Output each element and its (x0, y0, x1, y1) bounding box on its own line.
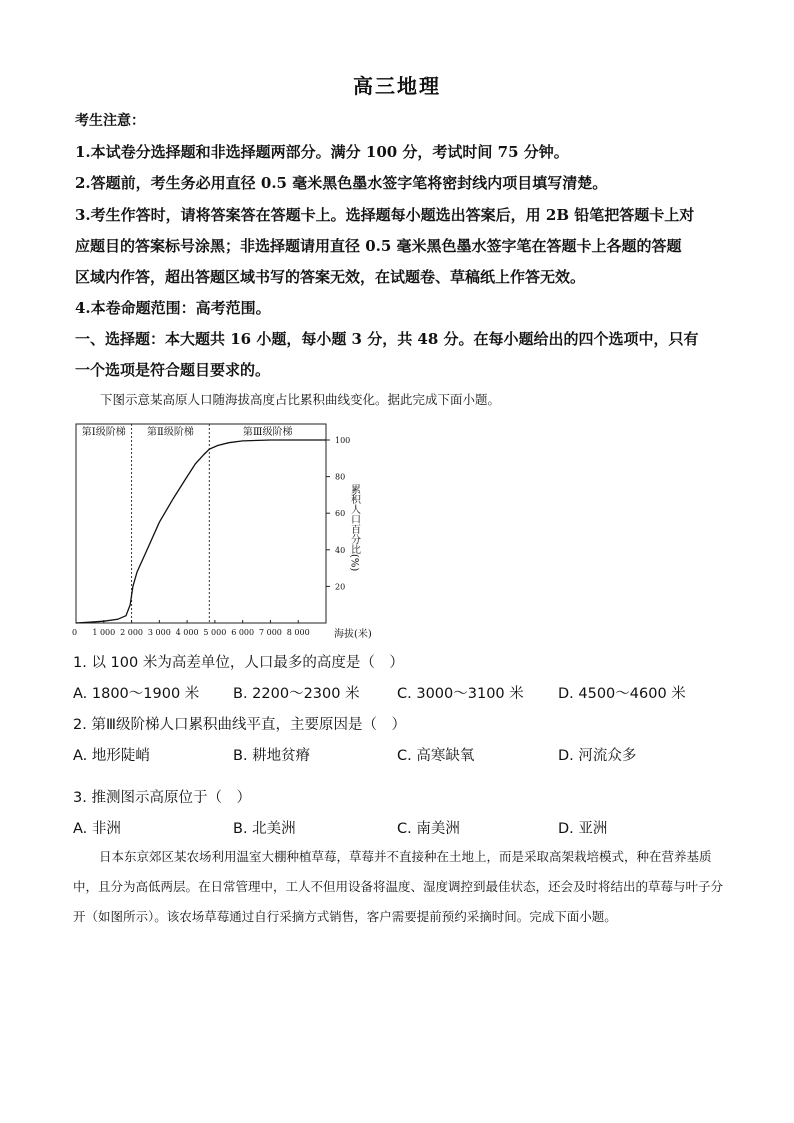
notice-heading: 考生注意： (75, 113, 145, 129)
x-tick-label: 3 000 (147, 628, 171, 637)
question-3-option-a[interactable]: A. 非洲 (73, 821, 121, 837)
y-axis-label: 累积人口百分比(%) (348, 484, 360, 572)
chart-intro: 下图示意某高原人口随海拔高度占比累积曲线变化。据此完成下面小题。 (100, 392, 501, 407)
question-1-option-a[interactable]: A. 1800～1900 米 (73, 686, 200, 702)
question-1-stem: 1. 以 100 米为高差单位，人口最多的高度是（ ） (73, 655, 404, 671)
y-tick-label: 100 (335, 436, 351, 445)
x-tick-label: 5 000 (203, 628, 227, 637)
question-2-option-c[interactable]: C. 高寒缺氧 (397, 748, 475, 764)
x-axis-label: 海拔(米) (334, 629, 372, 640)
notice-item: 4.本卷命题范围：高考范围。 (75, 299, 271, 317)
x-tick-label: 1 000 (92, 628, 116, 637)
x-tick-label: 4 000 (175, 628, 199, 637)
question-3-stem: 3. 推测图示高原位于（ ） (73, 790, 251, 806)
page-title: 高三地理 (353, 74, 441, 98)
question-1-option-b[interactable]: B. 2200～2300 米 (233, 686, 360, 702)
question-1-option-c[interactable]: C. 3000～3100 米 (397, 686, 524, 702)
y-tick-label: 20 (335, 582, 346, 592)
notice-item: 1.本试卷分选择题和非选择题两部分。满分 100 分，考试时间 75 分钟。 (75, 143, 569, 161)
section-heading: 一、选择题：本大题共 16 小题，每小题 3 分，共 48 分。在每小题给出的四个选项中，只有 (75, 330, 699, 348)
question-3-option-d[interactable]: D. 亚洲 (558, 821, 608, 837)
section-heading-cont: 一个选项是符合题目要求的。 (75, 361, 271, 379)
x-tick-label: 8 000 (286, 628, 310, 637)
notice-item: 2.答题前，考生务必用直径 0.5 毫米黑色墨水签字笔将密封线内项目填写清楚。 (75, 174, 608, 192)
notice-item: 区域内作答，超出答题区域书写的答案无效，在试题卷、草稿纸上作答无效。 (75, 268, 586, 286)
question-2-option-b[interactable]: B. 耕地贫瘠 (233, 748, 311, 764)
x-tick-label: 7 000 (258, 628, 282, 637)
question-3-option-c[interactable]: C. 南美洲 (397, 821, 460, 837)
cumulative-population-curve (76, 440, 326, 623)
x-tick-label: 0 (72, 628, 78, 637)
question-1-option-d[interactable]: D. 4500～4600 米 (558, 686, 686, 702)
notice-item: 应题目的答案标号涂黑；非选择题请用直径 0.5 毫米黑色墨水签字笔在答题卡上各题的答题 (75, 237, 682, 255)
x-tick-label: 2 000 (120, 628, 144, 637)
zone-label: 第Ⅰ级阶梯 (81, 427, 126, 438)
question-3-option-b[interactable]: B. 北美洲 (233, 821, 296, 837)
y-tick-label: 80 (335, 472, 346, 482)
population-chart (70, 414, 400, 642)
x-tick-label: 6 000 (231, 628, 255, 637)
zone-label: 第Ⅱ级阶梯 (147, 427, 194, 438)
notice-item: 3.考生作答时，请将答案答在答题卡上。选择题每小题选出答案后，用 2B 铅笔把答题卡上对 (75, 206, 695, 224)
question-2-stem: 2. 第Ⅲ级阶梯人口累积曲线平直，主要原因是（ ） (73, 717, 406, 733)
y-tick-label: 60 (335, 509, 346, 519)
y-tick-label: 40 (335, 545, 346, 555)
question-2-option-a[interactable]: A. 地形陡峭 (73, 748, 150, 764)
strawberry-passage: 日本东京郊区某农场利用温室大棚种植草莓，草莓并不直接种在土地上，而是采取高架栽培模式，种在营养基质中，且分为高低两层。在日常管理中，工人不但用设备将温度、湿度调控到最佳状态，还会及时将结出的草莓与叶子分开（如图所示）。该农场草莓通过自行采摘方式销售，客户需要提前预约采摘时间。完成下面小题。 (73, 849, 724, 924)
chart-frame (76, 424, 326, 623)
zone-label: 第Ⅲ级阶梯 (242, 427, 293, 438)
question-2-option-d[interactable]: D. 河流众多 (558, 748, 637, 764)
